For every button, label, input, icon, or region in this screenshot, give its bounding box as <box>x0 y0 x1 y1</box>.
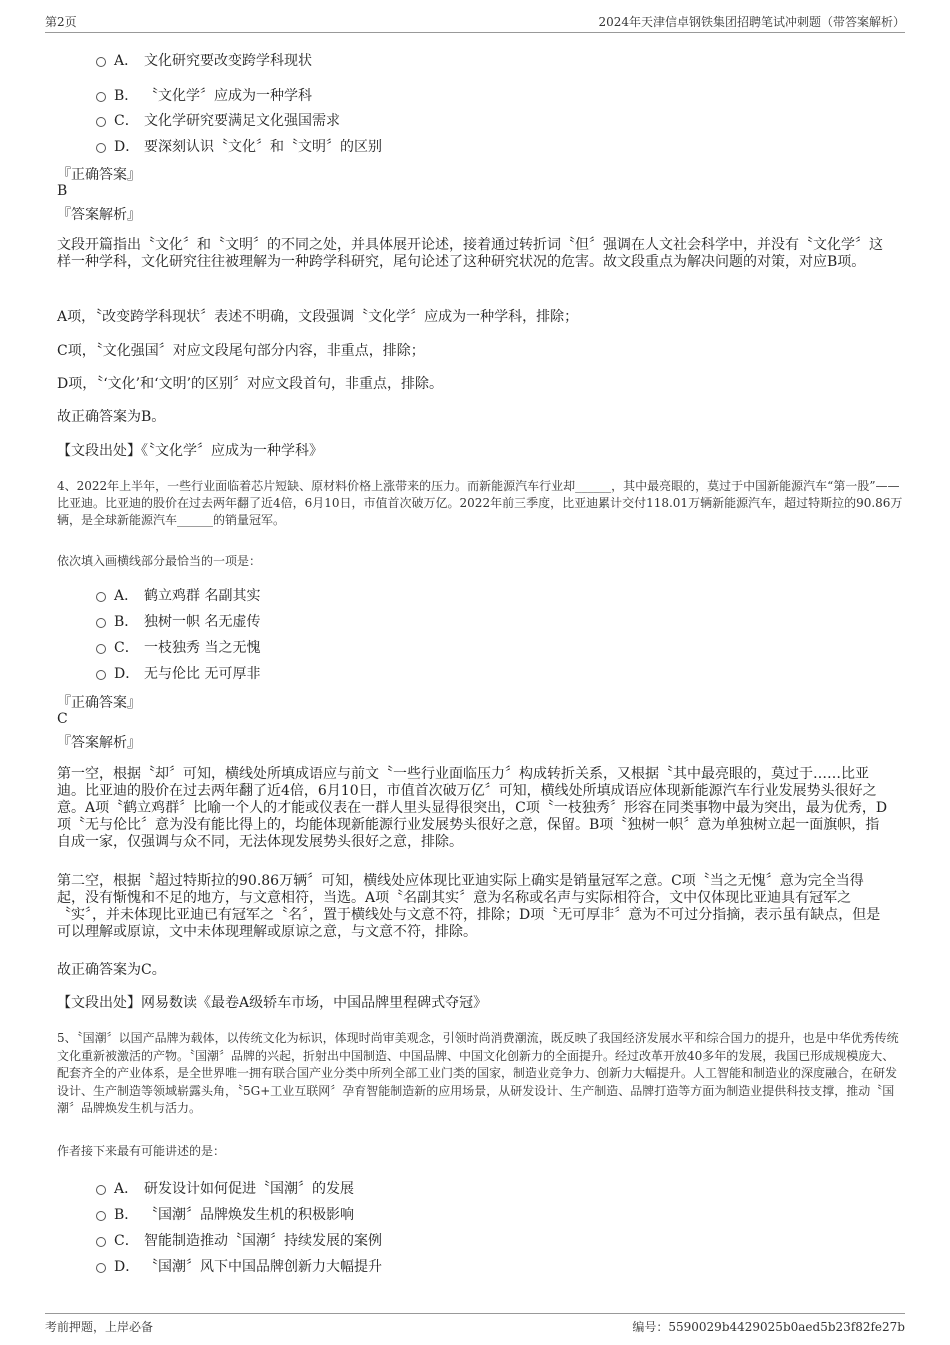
page-footer <box>45 1313 905 1336</box>
option-text: 文化学研究要满足文化强国需求 <box>144 113 340 129</box>
radio-icon[interactable] <box>96 644 106 654</box>
radio-icon[interactable] <box>96 1211 106 1221</box>
answer-value: C <box>57 711 68 727</box>
analysis-label: 『答案解析』 <box>57 207 141 223</box>
analysis-paragraph: 故正确答案为C。 <box>57 962 166 978</box>
q4-option-c[interactable]: C． 一枝独秀 当之无愧 <box>96 637 260 657</box>
q4-option-a[interactable]: A． 鹤立鸡群 名副其实 <box>96 585 260 605</box>
analysis-label: 『答案解析』 <box>57 735 141 751</box>
radio-icon[interactable] <box>96 592 106 602</box>
radio-icon[interactable] <box>96 1237 106 1247</box>
q5-option-a[interactable]: A． 研发设计如何促进〝国潮〞的发展 <box>96 1178 354 1198</box>
q5-option-b[interactable]: B． 〝国潮〞品牌焕发生机的积极影响 <box>96 1204 354 1224</box>
document-code: 编号：5590029b4429025b0aed5b23f82fe27b <box>632 1320 905 1334</box>
option-text: 智能制造推动〝国潮〞持续发展的案例 <box>144 1233 382 1249</box>
q4-option-b[interactable]: B． 独树一帜 名无虚传 <box>96 611 260 631</box>
option-text: 一枝独秀 当之无愧 <box>144 640 261 656</box>
radio-icon[interactable] <box>96 143 106 153</box>
q5-option-d[interactable]: D． 〝国潮〞风下中国品牌创新力大幅提升 <box>96 1256 382 1276</box>
answer-label: 『正确答案』 <box>57 167 141 183</box>
option-text: 〝国潮〞品牌焕发生机的积极影响 <box>144 1207 354 1223</box>
q3-option-d[interactable]: D． 要深刻认识〝文化〞和〝文明〞的区别 <box>96 136 382 156</box>
option-text: 研发设计如何促进〝国潮〞的发展 <box>144 1181 354 1197</box>
footer-slogan: 考前押题，上岸必备 <box>45 1320 154 1334</box>
document-title: 2024年天津信卓钢铁集团招聘笔试冲刺题（带答案解析） <box>598 15 905 29</box>
analysis-paragraph: 故正确答案为B。 <box>57 409 166 425</box>
page-header <box>45 10 905 33</box>
option-text: 鹤立鸡群 名副其实 <box>144 588 261 604</box>
analysis-paragraph: A项，〝改变跨学科现状〞表述不明确，文段强调〝文化学〞应成为一种学科，排除； <box>57 309 579 325</box>
option-text: 文化研究要改变跨学科现状 <box>144 53 312 69</box>
q4-option-d[interactable]: D． 无与伦比 无可厚非 <box>96 663 260 683</box>
source-citation: 【文段出处】《〝文化学〞应成为一种学科》 <box>57 443 323 459</box>
analysis-paragraph: 第二空，根据〝超过特斯拉的90.86万辆〞可知，横线处应体现比亚迪实际上确实是销量冠军之意。C项〝当之无愧〞意为完全当得起，没有惭愧和不足的地方，与文意相符，当选。A项〝名副其实〞意为名称或名声与实际相符合，文中仅体现比亚迪具有冠军之〝实〞，并未体现比亚迪已有冠军之〝名〞，置于横线处与文意不符，排除；D项〝无可厚非〞意为不可过分指摘，表示虽有缺点，但是可以理解或原谅，文中未体现理解或原谅之意，与文意不符，排除。 <box>57 873 881 940</box>
question-prompt: 依次填入画横线部分最恰当的一项是： <box>57 554 262 568</box>
answer-value: B <box>57 183 68 199</box>
option-text: 独树一帜 名无虚传 <box>144 614 261 630</box>
q5-option-c[interactable]: C． 智能制造推动〝国潮〞持续发展的案例 <box>96 1230 382 1250</box>
page-number: 第2页 <box>45 15 77 29</box>
radio-icon[interactable] <box>96 1263 106 1273</box>
question-stem: 4、2022年上半年，一些行业面临着芯片短缺、原材料价格上涨带来的压力。而新能源汽车行业却______，其中最亮眼的，莫过于中国新能源汽车“第一股”——比亚迪。比亚迪的股价在过去两年翻了近4倍，6月10日，市值首次破万亿。2022年前三季度，比亚迪累计交付118.01万辆新能源汽车，超过特斯拉的90.86万辆，是全球新能源汽车______的销量冠军。 <box>57 479 903 527</box>
question-stem: 5、〝国潮〞以国产品牌为载体，以传统文化为标识，体现时尚审美观念，引领时尚消费潮流，既反映了我国经济发展水平和综合国力的提升，也是中华优秀传统文化重新被激活的产物。〝国潮〞品牌的兴起，折射出中国制造、中国品牌、中国文化创新力的全面提升。经过改革开放40多年的发展，我国已形成规模庞大、配套齐全的产业体系，是全世界唯一拥有联合国产业分类中所列全部工业门类的国家，制造业竞争力、创新力大幅提升。人工智能和制造业的深度融合，在研发设计、生产制造等领域崭露头角，〝5G+工业互联网〞孕育智能制造新的应用场景，从研发设计、生产制造、品牌打造等方面为制造业提供科技支撑，推动〝国潮〞品牌焕发生机与活力。 <box>57 1031 899 1115</box>
q3-option-b[interactable]: B． 〝文化学〞应成为一种学科 <box>96 85 312 105</box>
radio-icon[interactable] <box>96 57 106 67</box>
question-prompt: 作者接下来最有可能讲述的是： <box>57 1144 226 1158</box>
analysis-paragraph: 文段开篇指出〝文化〞和〝文明〞的不同之处，并具体展开论述，接着通过转折词〝但〞强调在人文社会科学中，并没有〝文化学〞这样一种学科，文化研究往往被理解为一种跨学科研究，尾句论述了这种研究状况的危害。故文段重点为解决问题的对策，对应B项。 <box>57 237 883 270</box>
radio-icon[interactable] <box>96 618 106 628</box>
radio-icon[interactable] <box>96 117 106 127</box>
option-text: 〝文化学〞应成为一种学科 <box>144 88 312 104</box>
q3-option-c[interactable]: C． 文化学研究要满足文化强国需求 <box>96 110 340 130</box>
analysis-paragraph: 第一空，根据〝却〞可知，横线处所填成语应与前文〝一些行业面临压力〞构成转折关系，又根据〝其中最亮眼的，莫过于……比亚迪。比亚迪的股价在过去两年翻了近4倍，6月10日，市值首次破万亿〞可知，横线处所填成语应体现新能源汽车行业发展势头很好之意。A项〝鹤立鸡群〞比喻一个人的才能或仪表在一群人里头显得很突出，C项〝一枝独秀〞形容在同类事物中最为突出，最为优秀，D项〝无与伦比〞意为没有能比得上的，均能体现新能源行业发展势头很好之意，保留。B项〝独树一帜〞意为单独树立起一面旗帜，指自成一家，仅强调与众不同，无法体现发展势头很好之意，排除。 <box>57 766 888 850</box>
option-text: 〝国潮〞风下中国品牌创新力大幅提升 <box>144 1259 382 1275</box>
answer-label: 『正确答案』 <box>57 695 141 711</box>
radio-icon[interactable] <box>96 92 106 102</box>
radio-icon[interactable] <box>96 1185 106 1195</box>
option-text: 无与伦比 无可厚非 <box>144 666 261 682</box>
analysis-paragraph: C项，〝文化强国〞对应文段尾句部分内容，非重点，排除； <box>57 343 425 359</box>
analysis-paragraph: D项，〝‘文化’和‘文明’的区别〞对应文段首句，非重点，排除。 <box>57 376 444 392</box>
radio-icon[interactable] <box>96 670 106 680</box>
q3-option-a[interactable]: A． 文化研究要改变跨学科现状 <box>96 50 312 70</box>
option-text: 要深刻认识〝文化〞和〝文明〞的区别 <box>144 139 382 155</box>
source-citation: 【文段出处】网易数读《最卷A级轿车市场，中国品牌里程碑式夺冠》 <box>57 995 488 1011</box>
